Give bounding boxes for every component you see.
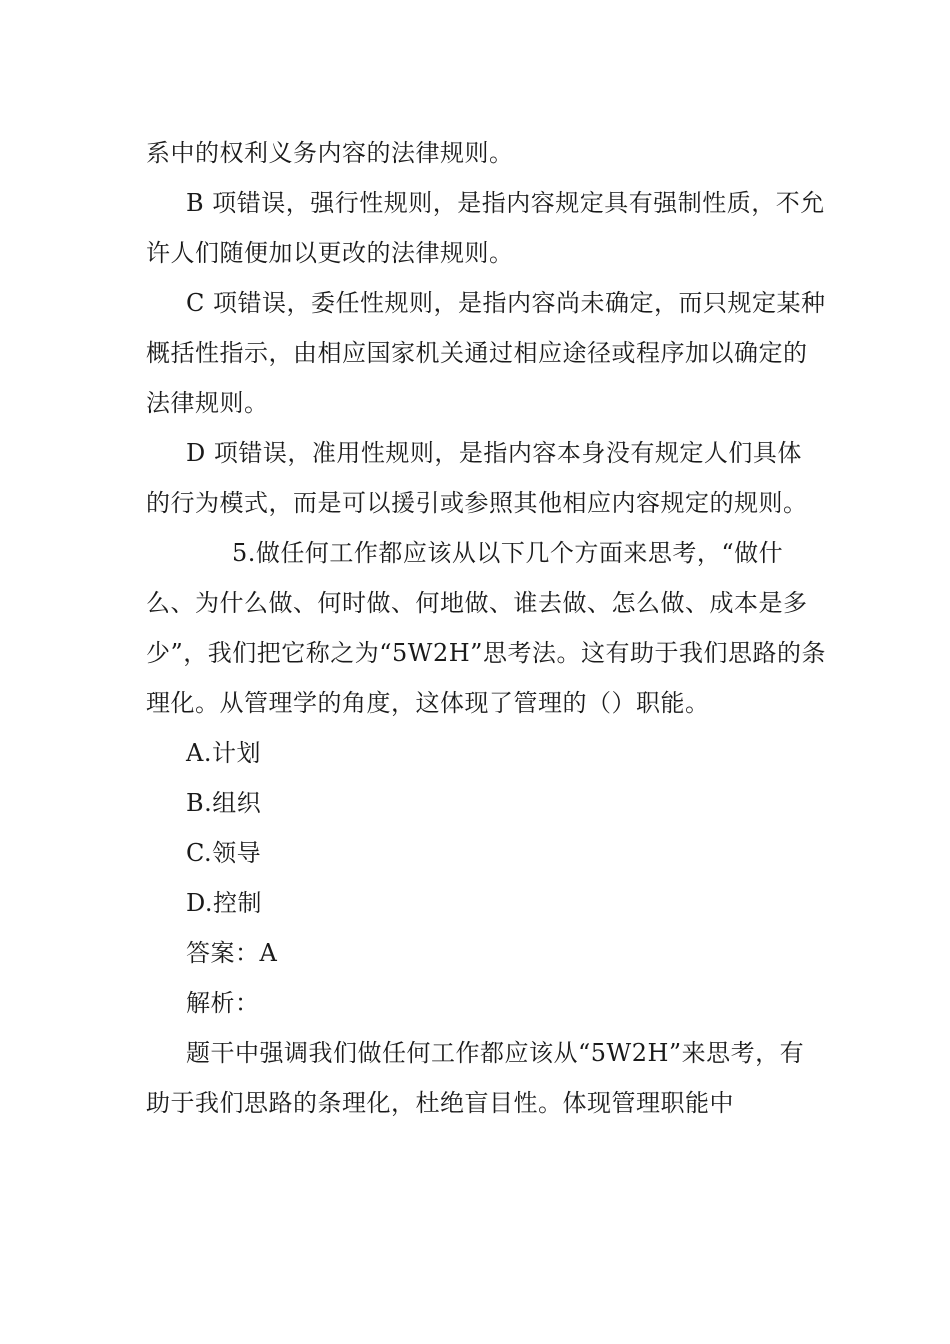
question-5: 5.做任何工作都应该从以下几个方面来思考，“做什么、为什么做、何时做、何地做、谁去做、怎么做、成本是多少”，我们把它称之为“5W2H”思考法。这有助于我们思路的条理化。从管理学的角度，这体现了管理的（）职能。 xyxy=(146,539,826,717)
paragraph-option-b-explanation: B 项错误，强行性规则，是指内容规定具有强制性质，不允许人们随便加以更改的法律规则。 xyxy=(146,189,825,267)
paragraph-continuation: 系中的权利义务内容的法律规则。 xyxy=(146,139,514,167)
document-body xyxy=(146,128,826,1128)
option-b: B.组织 xyxy=(186,789,262,817)
answer: 答案：A xyxy=(186,939,278,967)
paragraph-option-c-explanation: C 项错误，委任性规则，是指内容尚未确定，而只规定某种概括性指示，由相应国家机关通过相应途径或程序加以确定的法律规则。 xyxy=(146,289,826,417)
option-a: A.计划 xyxy=(186,739,261,767)
paragraph-option-d-explanation: D 项错误，准用性规则，是指内容本身没有规定人们具体的行为模式，而是可以援引或参照其他相应内容规定的规则。 xyxy=(146,439,808,517)
option-c: C.领导 xyxy=(186,839,262,867)
option-d: D.控制 xyxy=(186,889,263,917)
analysis-text: 题干中强调我们做任何工作都应该从“5W2H”来思考，有助于我们思路的条理化，杜绝盲目性。体现管理职能中 xyxy=(146,1039,805,1117)
analysis-label: 解析： xyxy=(186,989,260,1017)
